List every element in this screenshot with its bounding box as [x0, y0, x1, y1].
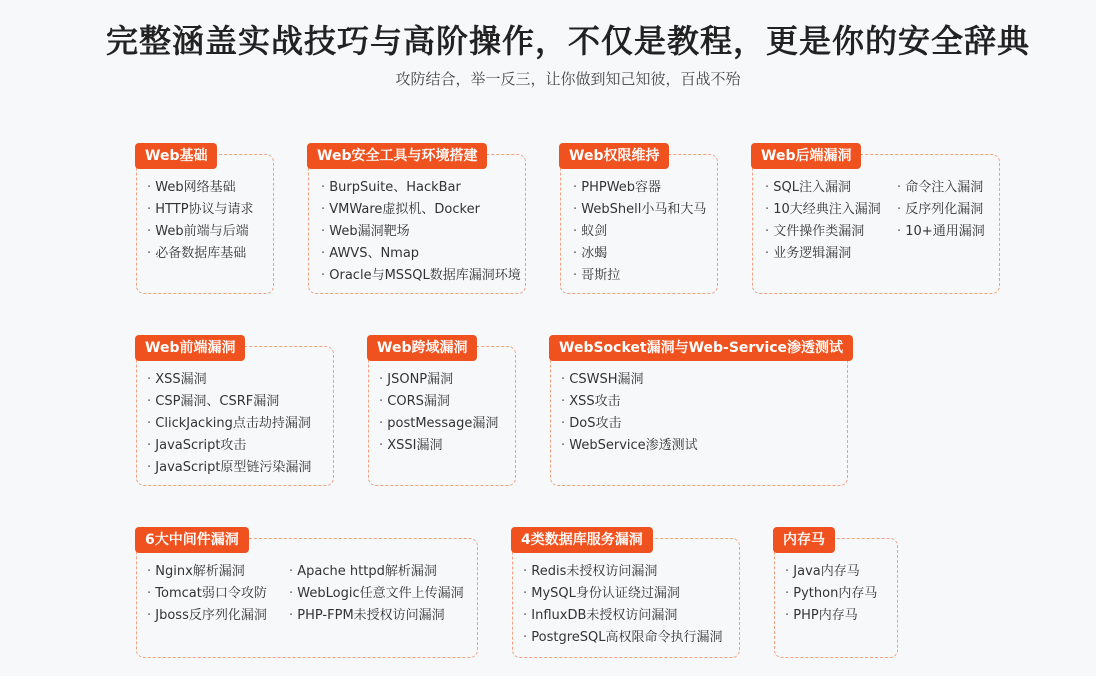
topic-list-item: · postMessage漏洞: [379, 413, 498, 435]
topic-list-item: · CSP漏洞、CSRF漏洞: [147, 391, 311, 413]
topic-list-item: · 必备数据库基础: [147, 243, 254, 265]
topic-list-item: · Redis未授权访问漏洞: [523, 561, 723, 583]
topic-list-item: · Nginx解析漏洞: [147, 561, 267, 583]
topic-card: [774, 532, 898, 658]
topic-list-item: · CORS漏洞: [379, 391, 498, 413]
topic-card-title: 6大中间件漏洞: [135, 527, 249, 553]
topic-list-item: · Web漏洞靶场: [321, 221, 521, 243]
topic-list-item: · XSS漏洞: [147, 369, 311, 391]
topic-list-item: · CSWSH漏洞: [561, 369, 698, 391]
topic-card-title: 内存马: [773, 527, 835, 553]
topic-card: [512, 532, 740, 658]
page-title: 完整涵盖实战技巧与高阶操作，不仅是教程，更是你的安全辞典: [105, 22, 1030, 60]
topic-card-title: Web后端漏洞: [751, 143, 861, 169]
topic-card-title: 4类数据库服务漏洞: [511, 527, 653, 553]
topic-card: [308, 148, 526, 294]
topic-list: [379, 369, 498, 457]
topic-list: [765, 177, 881, 265]
topic-card: [368, 340, 516, 486]
topic-card: [560, 148, 718, 294]
topic-card-title: Web前端漏洞: [135, 335, 245, 361]
topic-list-item: · HTTP协议与请求: [147, 199, 254, 221]
topic-list-item: · JSONP漏洞: [379, 369, 498, 391]
topic-card: [550, 340, 848, 486]
topic-list-item: · 业务逻辑漏洞: [765, 243, 881, 265]
topic-list-item: · JavaScript攻击: [147, 435, 311, 457]
topic-list-item: · BurpSuite、HackBar: [321, 177, 521, 199]
topic-list-item: · WebService渗透测试: [561, 435, 698, 457]
topic-card-title: Web基础: [135, 143, 217, 169]
topic-list-item: · XSSI漏洞: [379, 435, 498, 457]
topic-list-item: · Tomcat弱口令攻防: [147, 583, 267, 605]
topic-card: [136, 340, 334, 486]
topic-list-item: · VMWare虚拟机、Docker: [321, 199, 521, 221]
topic-list-item: · 哥斯拉: [573, 265, 706, 287]
topic-list-item: · AWVS、Nmap: [321, 243, 521, 265]
topic-list-item: · PostgreSQL高权限命令执行漏洞: [523, 627, 723, 649]
topic-list-item: · 文件操作类漏洞: [765, 221, 881, 243]
topic-list: [561, 369, 698, 457]
topic-card: [752, 148, 1000, 294]
topic-list-item: · MySQL身份认证绕过漏洞: [523, 583, 723, 605]
topic-list-item: · Oracle与MSSQL数据库漏洞环境: [321, 265, 521, 287]
page-subtitle: 攻防结合，举一反三，让你做到知己知彼，百战不殆: [395, 70, 741, 88]
topic-list: [785, 561, 877, 627]
topic-list-item: · SQL注入漏洞: [765, 177, 881, 199]
topic-card: [136, 532, 478, 658]
topic-list-item: · Apache httpd解析漏洞: [289, 561, 464, 583]
topic-list-item: · Web网络基础: [147, 177, 254, 199]
topic-list: [147, 369, 311, 479]
topic-list-item: · Java内存马: [785, 561, 877, 583]
topic-list-item: · 命令注入漏洞: [897, 177, 985, 199]
topic-list: [321, 177, 521, 287]
topic-list-item: · DoS攻击: [561, 413, 698, 435]
topic-list-item: · 反序列化漏洞: [897, 199, 985, 221]
topic-card: [136, 148, 274, 294]
topic-list-item: · XSS攻击: [561, 391, 698, 413]
topic-list-item: · JavaScript原型链污染漏洞: [147, 457, 311, 479]
topic-list-item: · Python内存马: [785, 583, 877, 605]
topic-list-item: · Web前端与后端: [147, 221, 254, 243]
topic-list-item: · Jboss反序列化漏洞: [147, 605, 267, 627]
topic-list: [147, 561, 267, 627]
topic-list: [523, 561, 723, 649]
topic-list: [147, 177, 254, 265]
topic-card-title: Web跨域漏洞: [367, 335, 477, 361]
topic-list-item: · 蚁剑: [573, 221, 706, 243]
topic-list: [289, 561, 464, 627]
topic-list-item: · 10大经典注入漏洞: [765, 199, 881, 221]
topic-card-title: WebSocket漏洞与Web-Service渗透测试: [549, 335, 853, 361]
topic-list-item: · PHPWeb容器: [573, 177, 706, 199]
topic-list-item: · WebShell小马和大马: [573, 199, 706, 221]
topic-list-item: · 10+通用漏洞: [897, 221, 985, 243]
topic-list-item: · InfluxDB未授权访问漏洞: [523, 605, 723, 627]
topic-card-title: Web安全工具与环境搭建: [307, 143, 487, 169]
topic-card-title: Web权限维持: [559, 143, 669, 169]
topic-list: [897, 177, 985, 243]
topic-list-item: · ClickJacking点击劫持漏洞: [147, 413, 311, 435]
topic-list-item: · WebLogic任意文件上传漏洞: [289, 583, 464, 605]
topic-list-item: · PHP-FPM未授权访问漏洞: [289, 605, 464, 627]
topic-list-item: · PHP内存马: [785, 605, 877, 627]
topic-list-item: · 冰蝎: [573, 243, 706, 265]
topic-list: [573, 177, 706, 287]
